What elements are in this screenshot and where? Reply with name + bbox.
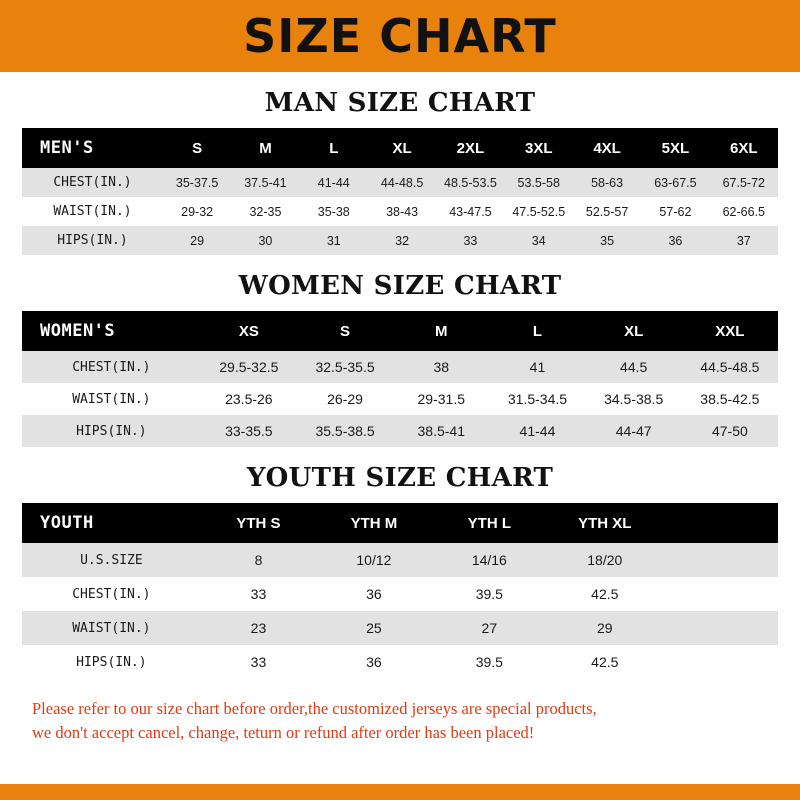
policy-note-line-2: we don't accept cancel, change, teturn or refund after order has been placed!: [32, 722, 535, 742]
youth-cell-3-4: [663, 645, 779, 679]
men-header-label: MEN'S: [22, 128, 163, 168]
men-cell-1-4: 43-47.5: [436, 197, 504, 226]
men-col-6: 4XL: [573, 128, 641, 168]
men-cell-1-0: 29-32: [163, 197, 231, 226]
women-col-3: L: [489, 311, 585, 351]
section-youth: [22, 463, 778, 679]
policy-note-line-1: Please refer to our size chart before order,the customized jerseys are special products,: [32, 699, 597, 718]
table-row: [22, 351, 778, 383]
men-cell-0-4: 48.5-53.5: [436, 168, 504, 197]
men-col-3: XL: [368, 128, 436, 168]
men-cell-1-8: 62-66.5: [710, 197, 778, 226]
table-row: [22, 645, 778, 679]
policy-note: [32, 697, 768, 745]
footer-bar: [0, 784, 800, 800]
youth-cell-1-2: 39.5: [432, 577, 547, 611]
youth-cell-0-4: [663, 543, 779, 577]
women-cell-2-0: 33-35.5: [201, 415, 297, 447]
women-size-table: [22, 311, 778, 447]
women-col-1: S: [297, 311, 393, 351]
men-cell-1-2: 35-38: [300, 197, 368, 226]
men-cell-2-8: 37: [710, 226, 778, 255]
youth-col-3: YTH XL: [547, 503, 662, 543]
women-cell-1-3: 31.5-34.5: [489, 383, 585, 415]
table-header-row: [22, 503, 778, 543]
youth-cell-2-4: [663, 611, 779, 645]
table-row: [22, 577, 778, 611]
men-col-1: M: [231, 128, 299, 168]
table-row: [22, 168, 778, 197]
women-cell-0-4: 44.5: [586, 351, 682, 383]
chart-content: [0, 88, 800, 745]
women-col-2: M: [393, 311, 489, 351]
men-cell-0-6: 58-63: [573, 168, 641, 197]
men-cell-2-3: 32: [368, 226, 436, 255]
men-cell-2-1: 30: [231, 226, 299, 255]
table-row: [22, 543, 778, 577]
men-cell-0-1: 37.5-41: [231, 168, 299, 197]
men-cell-2-0: 29: [163, 226, 231, 255]
men-cell-0-5: 53.5-58: [505, 168, 573, 197]
section-title-women: WOMEN SIZE CHART: [238, 271, 562, 301]
women-cell-1-4: 34.5-38.5: [586, 383, 682, 415]
men-cell-2-4: 33: [436, 226, 504, 255]
table-row: [22, 415, 778, 447]
women-cell-1-5: 38.5-42.5: [682, 383, 778, 415]
men-col-7: 5XL: [641, 128, 709, 168]
table-row: [22, 197, 778, 226]
youth-cell-2-3: 29: [547, 611, 662, 645]
men-cell-2-6: 35: [573, 226, 641, 255]
women-cell-2-2: 38.5-41: [393, 415, 489, 447]
women-cell-1-0: 23.5-26: [201, 383, 297, 415]
youth-col-1: YTH M: [316, 503, 431, 543]
men-cell-0-8: 67.5-72: [710, 168, 778, 197]
youth-cell-0-1: 10/12: [316, 543, 431, 577]
men-cell-0-3: 44-48.5: [368, 168, 436, 197]
header-banner: [0, 0, 800, 72]
women-cell-2-1: 35.5-38.5: [297, 415, 393, 447]
women-cell-0-5: 44.5-48.5: [682, 351, 778, 383]
youth-cell-1-0: 33: [201, 577, 316, 611]
women-table-head: [22, 311, 778, 351]
youth-size-table: [22, 503, 778, 679]
youth-cell-3-3: 42.5: [547, 645, 662, 679]
women-col-0: XS: [201, 311, 297, 351]
women-cell-0-3: 41: [489, 351, 585, 383]
men-col-0: S: [163, 128, 231, 168]
youth-cell-0-2: 14/16: [432, 543, 547, 577]
youth-col-0: YTH S: [201, 503, 316, 543]
youth-row-label-1: CHEST(IN.): [22, 577, 201, 611]
youth-cell-1-4: [663, 577, 779, 611]
men-size-table: [22, 128, 778, 255]
youth-cell-1-3: 42.5: [547, 577, 662, 611]
women-cell-0-1: 32.5-35.5: [297, 351, 393, 383]
youth-cell-1-1: 36: [316, 577, 431, 611]
men-cell-1-1: 32-35: [231, 197, 299, 226]
youth-col-2: YTH L: [432, 503, 547, 543]
table-row: [22, 226, 778, 255]
men-row-label-2: HIPS(IN.): [22, 226, 163, 255]
youth-table-head: [22, 503, 778, 543]
men-cell-1-5: 47.5-52.5: [505, 197, 573, 226]
table-header-row: [22, 128, 778, 168]
men-cell-2-2: 31: [300, 226, 368, 255]
men-row-label-1: WAIST(IN.): [22, 197, 163, 226]
section-women: [22, 271, 778, 447]
table-row: [22, 383, 778, 415]
men-col-8: 6XL: [710, 128, 778, 168]
women-table-body: [22, 351, 778, 447]
youth-header-label: YOUTH: [22, 503, 201, 543]
men-cell-2-5: 34: [505, 226, 573, 255]
women-cell-0-2: 38: [393, 351, 489, 383]
men-col-5: 3XL: [505, 128, 573, 168]
women-cell-0-0: 29.5-32.5: [201, 351, 297, 383]
men-cell-0-2: 41-44: [300, 168, 368, 197]
women-row-label-0: CHEST(IN.): [22, 351, 201, 383]
section-title-men: MAN SIZE CHART: [264, 88, 536, 118]
men-cell-1-7: 57-62: [641, 197, 709, 226]
men-col-4: 2XL: [436, 128, 504, 168]
section-title-youth: YOUTH SIZE CHART: [246, 463, 554, 493]
men-cell-2-7: 36: [641, 226, 709, 255]
youth-cell-3-2: 39.5: [432, 645, 547, 679]
men-cell-1-3: 38-43: [368, 197, 436, 226]
youth-cell-3-1: 36: [316, 645, 431, 679]
youth-cell-2-2: 27: [432, 611, 547, 645]
women-cell-2-4: 44-47: [586, 415, 682, 447]
men-table-head: [22, 128, 778, 168]
men-cell-0-7: 63-67.5: [641, 168, 709, 197]
women-row-label-2: HIPS(IN.): [22, 415, 201, 447]
women-cell-2-3: 41-44: [489, 415, 585, 447]
youth-cell-3-0: 33: [201, 645, 316, 679]
youth-cell-2-0: 23: [201, 611, 316, 645]
youth-row-label-3: HIPS(IN.): [22, 645, 201, 679]
youth-row-label-2: WAIST(IN.): [22, 611, 201, 645]
men-col-2: L: [300, 128, 368, 168]
youth-cell-2-1: 25: [316, 611, 431, 645]
women-cell-1-1: 26-29: [297, 383, 393, 415]
men-row-label-0: CHEST(IN.): [22, 168, 163, 197]
youth-cell-0-0: 8: [201, 543, 316, 577]
section-men: [22, 88, 778, 255]
table-row: [22, 611, 778, 645]
youth-cell-0-3: 18/20: [547, 543, 662, 577]
youth-table-body: [22, 543, 778, 679]
men-cell-0-0: 35-37.5: [163, 168, 231, 197]
youth-col-4: [663, 503, 779, 543]
youth-row-label-0: U.S.SIZE: [22, 543, 201, 577]
page-title: SIZE CHART: [243, 9, 557, 63]
women-col-4: XL: [586, 311, 682, 351]
table-header-row: [22, 311, 778, 351]
women-row-label-1: WAIST(IN.): [22, 383, 201, 415]
men-cell-1-6: 52.5-57: [573, 197, 641, 226]
men-table-body: [22, 168, 778, 255]
women-col-5: XXL: [682, 311, 778, 351]
women-cell-1-2: 29-31.5: [393, 383, 489, 415]
women-header-label: WOMEN'S: [22, 311, 201, 351]
women-cell-2-5: 47-50: [682, 415, 778, 447]
